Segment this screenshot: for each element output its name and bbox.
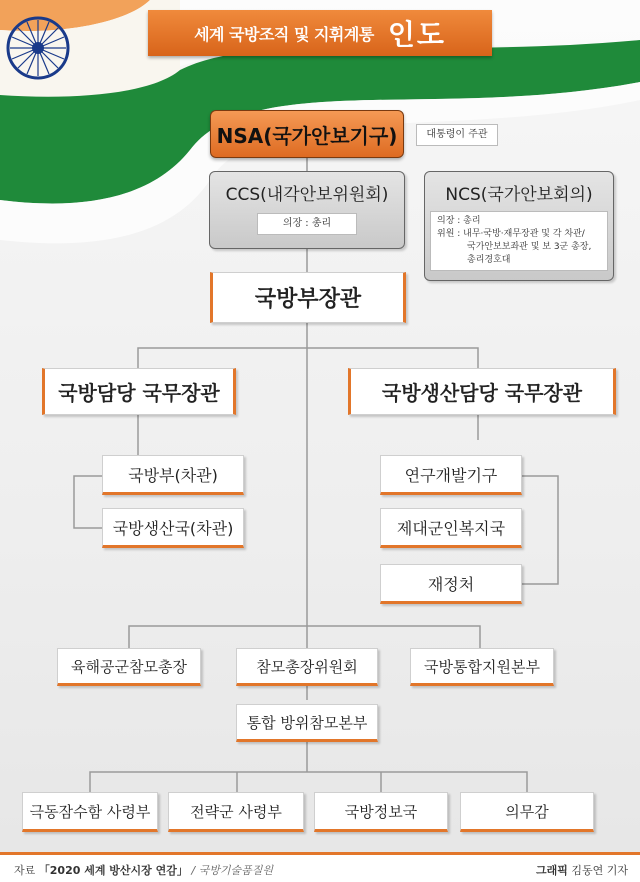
ccs-box bbox=[209, 171, 405, 249]
ncs-note: 의장 : 총리 위원 : 내무·국방·재무장관 및 각 차관/ 국가안보보좌관 및 보 3군 총장, 총리경호대 bbox=[430, 211, 608, 271]
ncs-label: NCS(국가안보회의) bbox=[445, 185, 593, 205]
row1-integrated-support: 국방통합지원본부 bbox=[410, 648, 554, 686]
row2-medical-services: 의무감 bbox=[460, 792, 594, 832]
ncs-box bbox=[424, 171, 614, 281]
row2-strategic-forces: 전략군 사령부 bbox=[168, 792, 304, 832]
nsa-box: NSA(국가안보기구) bbox=[210, 110, 404, 158]
integrated-defense-staff: 통합 방위참모본부 bbox=[236, 704, 378, 742]
right-item-veterans: 제대군인복지국 bbox=[380, 508, 522, 548]
left-item-defense-production: 국방생산국(차관) bbox=[102, 508, 244, 548]
footer-credit: 그래픽 김동연 기자 bbox=[535, 864, 628, 877]
row2-defense-intelligence: 국방정보국 bbox=[314, 792, 448, 832]
right-item-finance: 재정처 bbox=[380, 564, 522, 604]
row1-chiefs-of-staff: 육해공군참모총장 bbox=[57, 648, 201, 686]
header-country: 인도 bbox=[387, 18, 446, 51]
row1-chiefs-committee: 참모총장위원회 bbox=[236, 648, 378, 686]
left-minister-box: 국방담당 국무장관 bbox=[42, 368, 236, 415]
header-banner bbox=[148, 10, 492, 56]
ccs-label: CCS(내각안보위원회) bbox=[225, 185, 389, 205]
nsa-note: 대통령이 주관 bbox=[416, 124, 498, 146]
header-title: 세계 국방조직 및 지휘계통 bbox=[194, 24, 374, 44]
footer-source: 자료 「2020 세계 방산시장 연감」 / 국방기술품질원 bbox=[14, 864, 273, 877]
ccs-note: 의장 : 총리 bbox=[257, 213, 357, 235]
row2-far-east-submarine: 극동잠수함 사령부 bbox=[22, 792, 158, 832]
left-item-defense-ministry: 국방부(차관) bbox=[102, 455, 244, 495]
footer bbox=[0, 852, 640, 882]
defense-minister-box: 국방부장관 bbox=[210, 272, 406, 323]
right-item-rnd: 연구개발기구 bbox=[380, 455, 522, 495]
right-minister-box: 국방생산담당 국무장관 bbox=[348, 368, 616, 415]
